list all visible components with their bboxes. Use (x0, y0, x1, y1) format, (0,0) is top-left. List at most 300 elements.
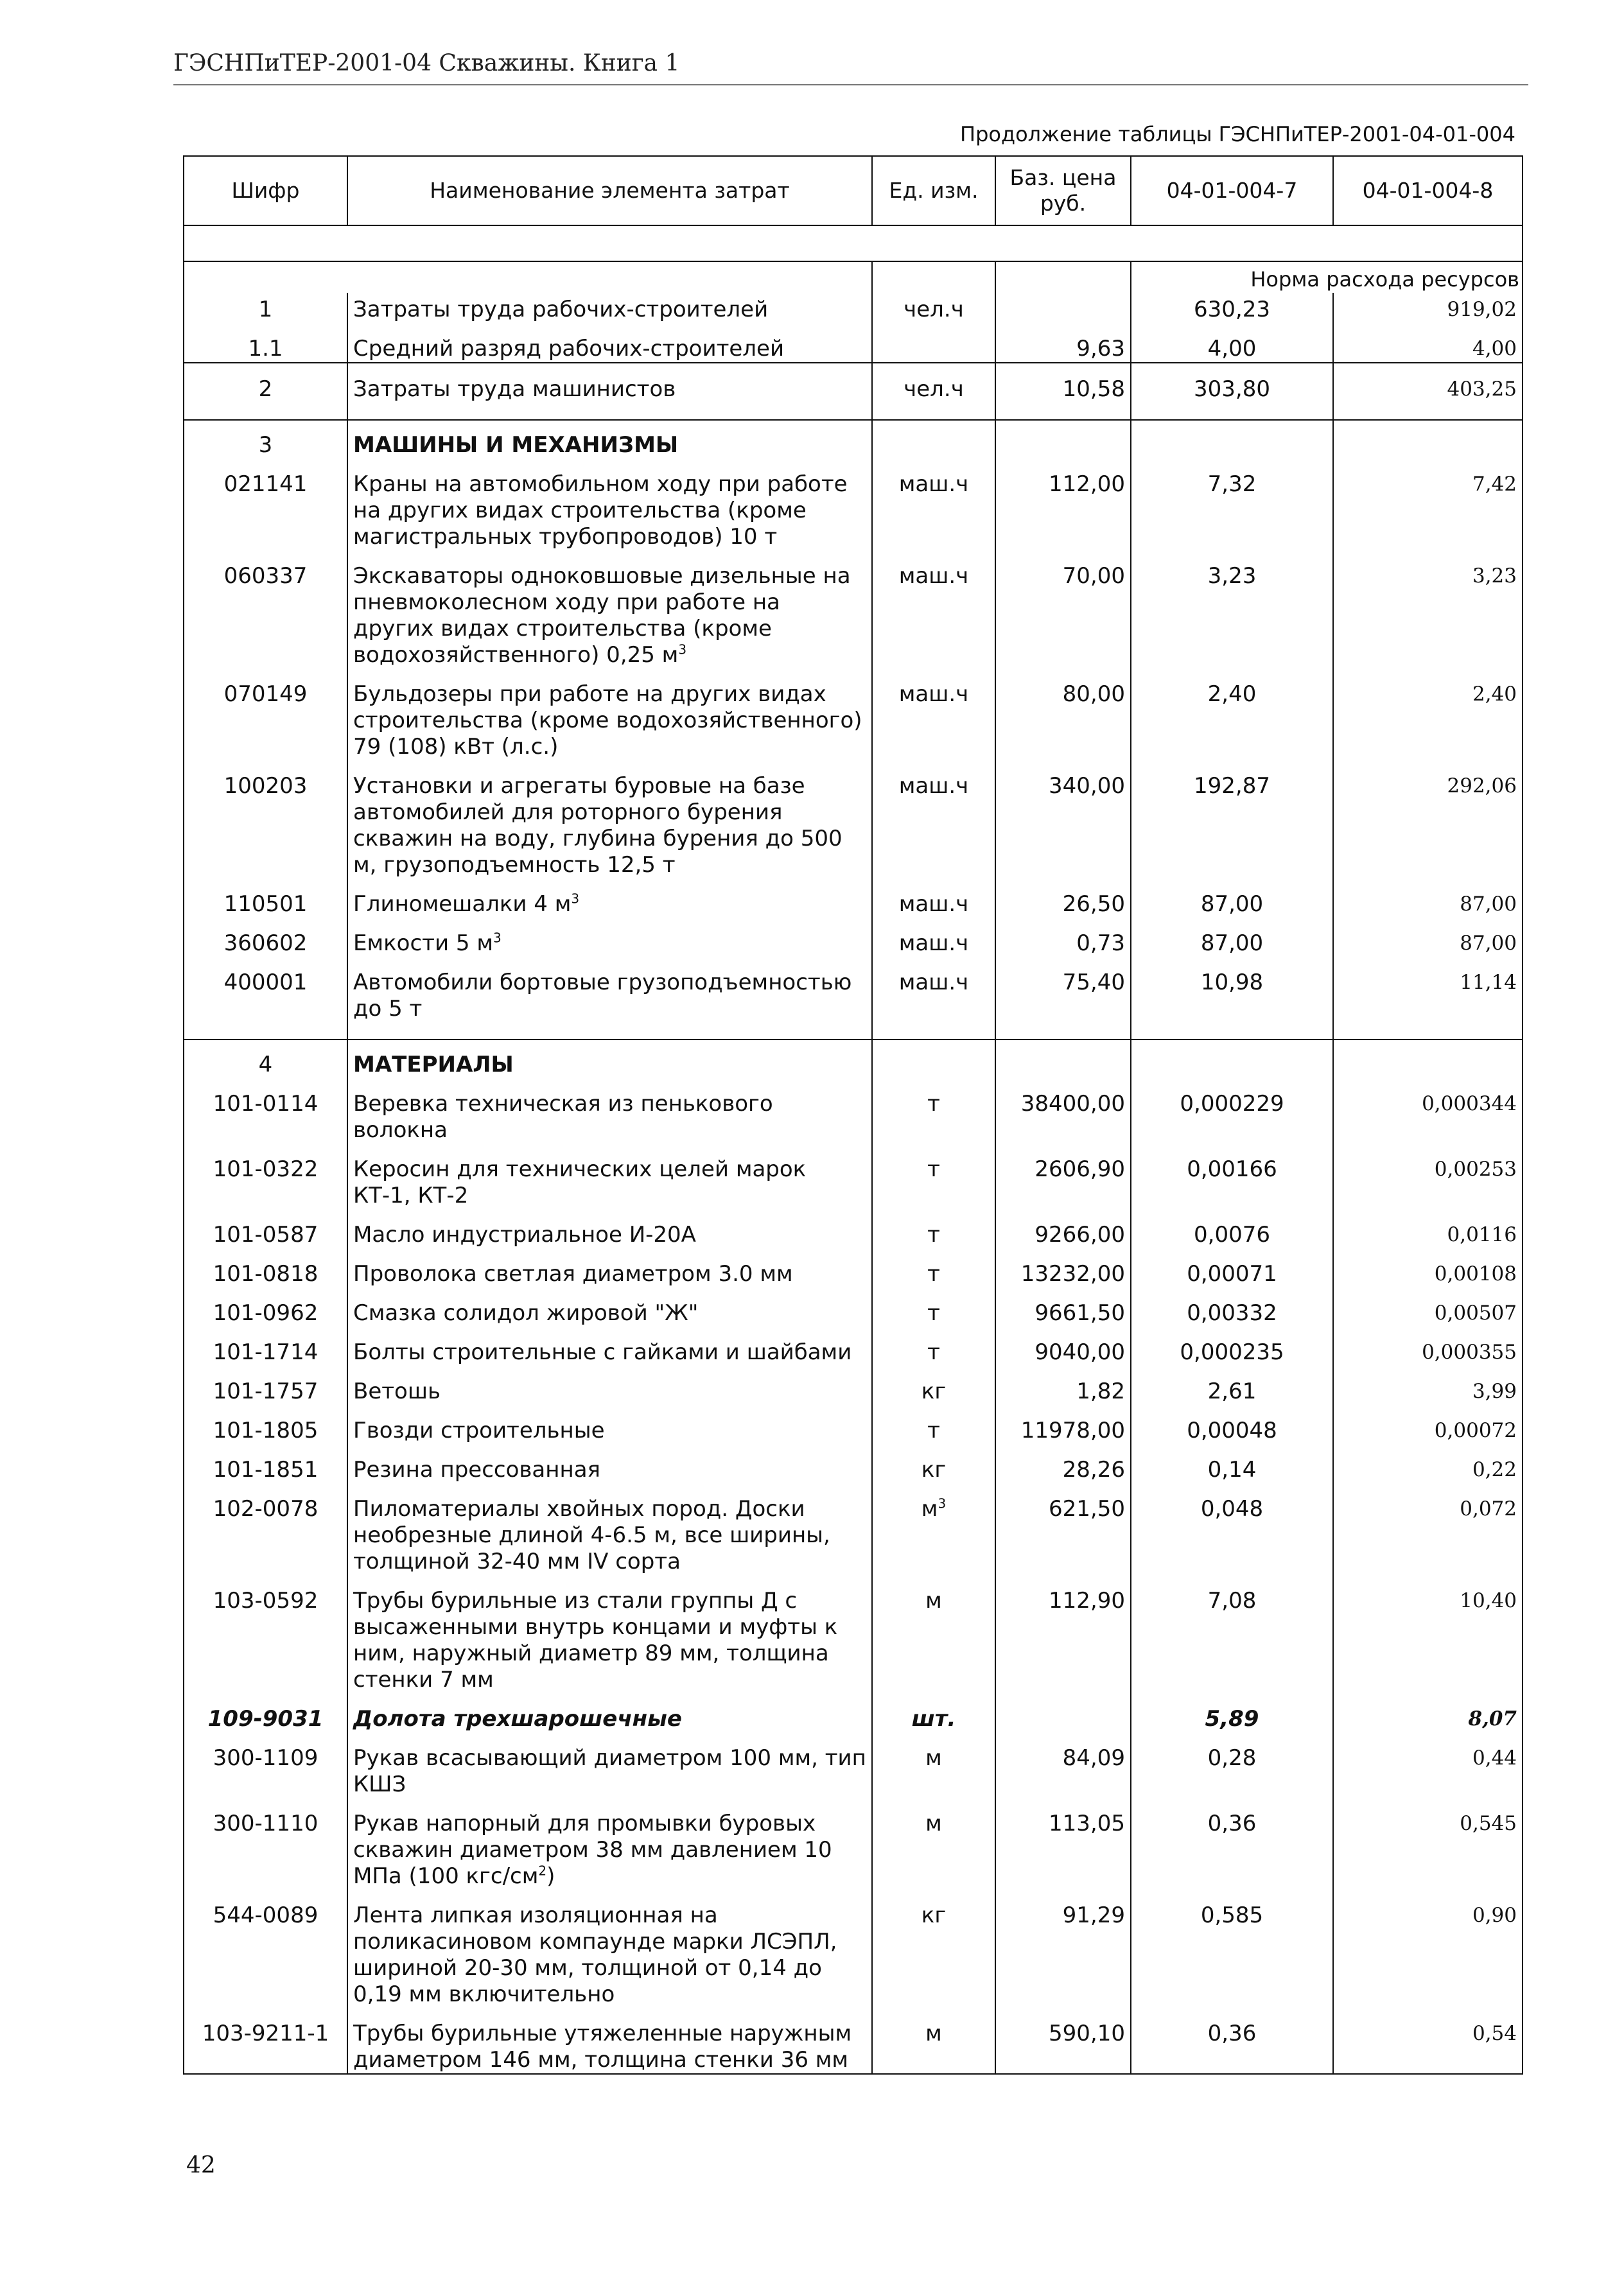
cell-unit (872, 1287, 995, 1327)
cell-unit (872, 2008, 995, 2074)
cell-norm-8-text: 3,99 (1472, 1380, 1517, 1403)
cell-name (347, 760, 872, 878)
cell-norm-8 (1333, 760, 1523, 878)
cell-code-text: 101-0322 (213, 1156, 319, 1182)
cell-norm-8-text: 0,00108 (1434, 1262, 1517, 1285)
cell-code-text: 300-1110 (213, 1811, 319, 1836)
cell-code (184, 1248, 347, 1287)
col-header-norm-8: 04-01-004-8 (1333, 156, 1523, 225)
cell-code-text: 101-1714 (213, 1339, 319, 1365)
cell-base-price (995, 550, 1131, 668)
cell-base-price-text: 590,10 (1049, 2021, 1125, 2046)
cell-norm-8-text: 0,00072 (1434, 1419, 1517, 1442)
superscript: 3 (493, 930, 502, 946)
table-row (184, 1732, 1523, 1798)
cell-code-text: 109-9031 (207, 1706, 324, 1732)
cell-code (184, 760, 347, 878)
cell-name-text: Рукав напорный для промывки буровых скважин диаметром 38 мм давлением 10 МПа (100 кгс/см (353, 1811, 832, 1889)
cell-base-price-text: 10,58 (1062, 376, 1125, 402)
cell-name-text: Трубы бурильные из стали группы Д с высаженными внутрь концами и муфты к ним, наружный диаметр 89 мм, толщина стенки 7 мм (353, 1588, 838, 1693)
section-heading-row (184, 1040, 1523, 1078)
cell-name (347, 1732, 872, 1798)
cell-name-text: Средний разряд рабочих-строителей (353, 336, 785, 361)
cell-norm-8 (1333, 363, 1523, 420)
cell-norm-7 (1131, 1483, 1333, 1575)
cell-name-text: Ветошь (353, 1379, 441, 1404)
cell-norm-8 (1333, 1890, 1523, 2008)
cell-norm-7 (1131, 2008, 1333, 2074)
cell-base-price (995, 1575, 1131, 1693)
cell-norm-8 (1333, 1078, 1523, 1144)
cell-norm-8 (1333, 878, 1523, 918)
cell-base-price (995, 2008, 1131, 2074)
cell-norm-7-text: 0,36 (1207, 2021, 1257, 2046)
cell-norm-7-text: 0,00166 (1187, 1156, 1277, 1182)
cell-unit (872, 1483, 995, 1575)
cell-norm-7 (1131, 1444, 1333, 1483)
cell-unit-text: маш.ч (898, 563, 969, 589)
cell-norm-8 (1333, 1693, 1523, 1732)
cell-norm-8-text: 10,40 (1460, 1589, 1517, 1612)
cell-name (347, 550, 872, 668)
cell-base-price (995, 1040, 1131, 1078)
resource-norm-table (183, 155, 1523, 2075)
cell-unit-text: м (925, 1745, 942, 1771)
cell-norm-7-text: 7,08 (1207, 1588, 1257, 1614)
cell-norm-8-text: 0,000355 (1422, 1341, 1517, 1364)
cell-code-text: 2 (258, 376, 273, 402)
cell-code-text: 3 (258, 432, 273, 458)
cell-base-price (995, 323, 1131, 363)
cell-norm-7 (1131, 1890, 1333, 2008)
cell-base-price (995, 760, 1131, 878)
cell-norm-8 (1333, 668, 1523, 760)
cell-norm-8-text: 0,00507 (1434, 1302, 1517, 1325)
cell-norm-8 (1333, 1444, 1523, 1483)
cell-norm-8 (1333, 1483, 1523, 1575)
cell-name (347, 1209, 872, 1248)
cell-code-text: 1.1 (248, 336, 283, 361)
cell-norm-8 (1333, 957, 1523, 1040)
cell-norm-7 (1131, 1040, 1333, 1078)
cell-norm-8-text: 0,072 (1460, 1497, 1517, 1520)
cell-norm-7 (1131, 363, 1333, 420)
cell-name (347, 1327, 872, 1366)
cell-code-text: 101-0587 (213, 1222, 319, 1248)
cell-code-text: 101-0962 (213, 1300, 319, 1326)
cell-norm-7-text: 0,28 (1207, 1745, 1257, 1771)
table-row (184, 878, 1523, 918)
cell-base-price-text: 0,73 (1076, 930, 1125, 956)
cell-name-text: Рукав всасывающий диаметром 100 мм, тип КШЗ (353, 1745, 866, 1797)
cell-code (184, 1144, 347, 1209)
cell-unit-text: м (925, 2021, 942, 2046)
cell-code (184, 458, 347, 550)
cell-norm-7 (1131, 1209, 1333, 1248)
cell-unit (872, 323, 995, 363)
cell-base-price (995, 1444, 1131, 1483)
cell-norm-8 (1333, 1248, 1523, 1287)
cell-name (347, 1144, 872, 1209)
cell-unit (872, 1366, 995, 1405)
cell-norm-8-text: 403,25 (1447, 378, 1517, 401)
name-tail: ) (546, 1863, 555, 1889)
table-row (184, 1287, 1523, 1327)
cell-name-text: Долота трехшарошечные (353, 1706, 682, 1732)
cell-norm-8-text: 292,06 (1447, 774, 1517, 797)
table-row (184, 1890, 1523, 2008)
cell-code-text: 070149 (223, 681, 308, 707)
cell-unit-text: маш.ч (898, 930, 969, 956)
cell-base-price (995, 1248, 1131, 1287)
cell-unit (872, 1444, 995, 1483)
cell-code (184, 1209, 347, 1248)
cell-norm-7-text: 5,89 (1205, 1706, 1259, 1732)
cell-name-text: Трубы бурильные утяжеленные наружным диаметром 146 мм, толщина стенки 36 мм (353, 2021, 852, 2073)
cell-base-price-text: 13232,00 (1020, 1261, 1125, 1287)
col-header-name: Наименование элемента затрат (347, 156, 872, 225)
cell-unit-text: т (927, 1091, 940, 1117)
header-gap-row (184, 225, 1523, 261)
cell-norm-7 (1131, 420, 1333, 458)
table-row (184, 1144, 1523, 1209)
cell-name (347, 293, 872, 323)
cell-code (184, 420, 347, 458)
cell-code (184, 1732, 347, 1798)
cell-norm-7 (1131, 1287, 1333, 1327)
column-header-row (184, 156, 1523, 225)
cell-name-text: МАТЕРИАЛЫ (353, 1052, 514, 1077)
running-head: ГЭСНПиТЕР-2001-04 Скважины. Книга 1 (173, 50, 680, 76)
cell-norm-7 (1131, 1575, 1333, 1693)
norm-caption-row (184, 261, 1523, 293)
cell-unit-text: чел.ч (904, 376, 964, 402)
cell-base-price (995, 1405, 1131, 1444)
cell-unit (872, 293, 995, 323)
table-row (184, 550, 1523, 668)
cell-code (184, 957, 347, 1040)
cell-unit-text: маш.ч (898, 681, 969, 707)
cell-code-text: 100203 (223, 773, 308, 799)
cell-norm-7-text: 0,585 (1200, 1903, 1264, 1928)
cell-norm-8 (1333, 1040, 1523, 1078)
table-row (184, 760, 1523, 878)
cell-name (347, 1078, 872, 1144)
cell-norm-8-text: 2,40 (1472, 683, 1517, 706)
cell-norm-8-text: 0,90 (1472, 1904, 1517, 1927)
cell-base-price (995, 1078, 1131, 1144)
cell-name (347, 363, 872, 420)
cell-base-price-text: 70,00 (1062, 563, 1125, 589)
cell-norm-7-text: 0,000235 (1180, 1339, 1284, 1365)
cell-norm-8-text: 87,00 (1460, 893, 1517, 916)
cell-norm-7 (1131, 760, 1333, 878)
cell-code-text: 360602 (223, 930, 308, 956)
table-row (184, 1444, 1523, 1483)
cell-norm-7 (1131, 668, 1333, 760)
cell-norm-7-text: 0,0076 (1194, 1222, 1270, 1248)
cell-norm-7-text: 0,14 (1207, 1457, 1257, 1483)
cell-base-price-text: 9040,00 (1035, 1339, 1125, 1365)
cell-unit-text: маш.ч (898, 970, 969, 995)
cell-name-text: Резина прессованная (353, 1457, 601, 1483)
cell-name-text: Затраты труда машинистов (353, 376, 676, 402)
cell-base-price-text: 113,05 (1049, 1811, 1125, 1836)
cell-name (347, 957, 872, 1040)
cell-norm-8 (1333, 1405, 1523, 1444)
cell-name-text: Затраты труда рабочих-строителей (353, 297, 769, 322)
cell-code-text: 4 (258, 1052, 273, 1077)
table-row (184, 1693, 1523, 1732)
cell-code-text: 300-1109 (213, 1745, 319, 1771)
cell-name (347, 1890, 872, 2008)
cell-base-price-text: 2606,90 (1035, 1156, 1125, 1182)
cell-norm-7-text: 0,048 (1200, 1496, 1264, 1522)
table-row (184, 957, 1523, 1040)
cell-base-price (995, 293, 1131, 323)
cell-unit-text: кг (921, 1903, 947, 1928)
table-row (184, 2008, 1523, 2074)
cell-code-text: 1 (258, 297, 273, 322)
superscript: 3 (571, 891, 580, 907)
cell-norm-8-text: 7,42 (1472, 473, 1517, 496)
table-row (184, 918, 1523, 957)
cell-unit-text: шт. (911, 1706, 956, 1732)
cell-unit-text: т (927, 1339, 940, 1365)
table-row (184, 458, 1523, 550)
page-number: 42 (186, 2152, 216, 2179)
cell-norm-7 (1131, 1327, 1333, 1366)
cell-code (184, 293, 347, 323)
cell-name (347, 2008, 872, 2074)
cell-name (347, 1693, 872, 1732)
cell-norm-8 (1333, 1327, 1523, 1366)
cell-base-price (995, 957, 1131, 1040)
cell-code (184, 1078, 347, 1144)
cell-norm-7-text: 4,00 (1207, 336, 1257, 361)
cell-name-text: Емкости 5 м (353, 930, 493, 956)
cell-norm-8-text: 0,00253 (1434, 1158, 1517, 1181)
cell-base-price (995, 1144, 1131, 1209)
cell-name (347, 918, 872, 957)
cell-code-text: 101-1805 (213, 1418, 319, 1443)
cell-norm-8-text: 8,07 (1468, 1707, 1517, 1730)
cell-unit-text: маш.ч (898, 773, 969, 799)
cell-norm-7-text: 87,00 (1200, 891, 1264, 917)
table-row (184, 1209, 1523, 1248)
cell-name-text: Автомобили бортовые грузоподъемностью до 5 т (353, 970, 852, 1022)
table-row (184, 1483, 1523, 1575)
cell-base-price-text: 28,26 (1062, 1457, 1125, 1483)
cell-norm-7-text: 2,61 (1207, 1379, 1257, 1404)
cell-base-price (995, 1732, 1131, 1798)
cell-code (184, 1798, 347, 1890)
cell-unit (872, 918, 995, 957)
cell-norm-7 (1131, 458, 1333, 550)
cell-base-price (995, 1890, 1131, 2008)
cell-norm-8-text: 0,22 (1472, 1458, 1517, 1481)
cell-name-text: Масло индустриальное И-20А (353, 1222, 696, 1248)
cell-code (184, 1040, 347, 1078)
cell-norm-7 (1131, 1798, 1333, 1890)
cell-code-text: 101-1851 (213, 1457, 319, 1483)
cell-code-text: 102-0078 (213, 1496, 319, 1522)
cell-unit-text: м (925, 1811, 942, 1836)
cell-code-text: 400001 (223, 970, 308, 995)
cell-code (184, 1405, 347, 1444)
cell-norm-8-text: 3,23 (1472, 564, 1517, 588)
cell-norm-7 (1131, 878, 1333, 918)
cell-name (347, 458, 872, 550)
cell-name-text: Смазка солидол жировой "Ж" (353, 1300, 699, 1326)
col-header-price: Баз. цена руб. (995, 156, 1131, 225)
cell-norm-7-text: 192,87 (1194, 773, 1270, 799)
cell-base-price (995, 668, 1131, 760)
cell-unit (872, 1248, 995, 1287)
cell-norm-8 (1333, 1287, 1523, 1327)
cell-name (347, 1040, 872, 1078)
cell-name-text: Краны на автомобильном ходу при работе на других видах строительства (кроме магистральных трубопроводов) 10 т (353, 471, 848, 550)
cell-name (347, 1248, 872, 1287)
cell-base-price-text: 80,00 (1062, 681, 1125, 707)
table-row (184, 1366, 1523, 1405)
cell-norm-7-text: 303,80 (1194, 376, 1270, 402)
cell-norm-7 (1131, 323, 1333, 363)
section-heading-row (184, 420, 1523, 458)
cell-norm-8-text: 0,000344 (1422, 1092, 1517, 1115)
cell-unit (872, 1040, 995, 1078)
cell-unit (872, 1209, 995, 1248)
cell-name (347, 1575, 872, 1693)
cell-unit (872, 1405, 995, 1444)
cell-norm-8 (1333, 420, 1523, 458)
cell-norm-8 (1333, 1575, 1523, 1693)
cell-name-text: Бульдозеры при работе на других видах строительства (кроме водохозяйственного) 79 (108) кВт (л.с.) (353, 681, 862, 760)
cell-base-price-text: 112,90 (1049, 1588, 1125, 1614)
cell-base-price (995, 1287, 1131, 1327)
cell-norm-7-text: 2,40 (1207, 681, 1257, 707)
cell-unit-text: маш.ч (898, 471, 969, 497)
cell-unit-text: т (927, 1300, 940, 1326)
cell-code (184, 918, 347, 957)
cell-norm-7 (1131, 1693, 1333, 1732)
cell-norm-7-text: 0,000229 (1180, 1091, 1284, 1117)
table-row (184, 1327, 1523, 1366)
cell-unit (872, 458, 995, 550)
superscript: 3 (678, 641, 687, 658)
cell-name-text: Проволока светлая диаметром 3.0 мм (353, 1261, 793, 1287)
cell-base-price-text: 38400,00 (1020, 1091, 1125, 1117)
cell-code (184, 668, 347, 760)
cell-norm-7-text: 630,23 (1194, 297, 1270, 322)
cell-code-text: 544-0089 (213, 1903, 319, 1928)
cell-base-price-text: 9266,00 (1035, 1222, 1125, 1248)
cell-base-price-text: 621,50 (1049, 1496, 1125, 1522)
table-row (184, 1575, 1523, 1693)
cell-code (184, 1444, 347, 1483)
cell-base-price-text: 9,63 (1076, 336, 1125, 361)
cell-base-price-text: 75,40 (1062, 970, 1125, 995)
cell-name (347, 1287, 872, 1327)
cell-norm-8-text: 0,0116 (1447, 1223, 1517, 1246)
cell-base-price (995, 918, 1131, 957)
cell-norm-8 (1333, 293, 1523, 323)
table-row (184, 323, 1523, 363)
cell-code (184, 550, 347, 668)
cell-name (347, 420, 872, 458)
cell-norm-8 (1333, 1209, 1523, 1248)
cell-norm-8-text: 0,44 (1472, 1746, 1517, 1770)
cell-name (347, 1798, 872, 1890)
cell-unit (872, 1144, 995, 1209)
cell-unit-text: чел.ч (904, 297, 964, 322)
cell-unit-text: кг (921, 1457, 947, 1483)
cell-base-price-text: 26,50 (1062, 891, 1125, 917)
table-row (184, 1248, 1523, 1287)
cell-code (184, 878, 347, 918)
cell-base-price-text: 112,00 (1049, 471, 1125, 497)
cell-unit-text: м (925, 1588, 942, 1614)
cell-code (184, 1366, 347, 1405)
cell-unit (872, 1575, 995, 1693)
cell-unit (872, 1798, 995, 1890)
table-row (184, 363, 1523, 420)
cell-code-text: 101-0114 (213, 1091, 319, 1117)
cell-base-price (995, 363, 1131, 420)
cell-norm-7 (1131, 1248, 1333, 1287)
cell-norm-7 (1131, 1366, 1333, 1405)
cell-norm-8-text: 11,14 (1460, 971, 1517, 994)
cell-unit (872, 760, 995, 878)
cell-unit-text: т (927, 1156, 940, 1182)
cell-unit-text: кг (921, 1379, 947, 1404)
cell-base-price (995, 1327, 1131, 1366)
cell-code (184, 363, 347, 420)
cell-name-text: Керосин для технических целей марок КТ-1, КТ-2 (353, 1156, 807, 1208)
cell-name-text: Гвозди строительные (353, 1418, 605, 1443)
cell-base-price (995, 1693, 1131, 1732)
cell-base-price-text: 9661,50 (1035, 1300, 1125, 1326)
table-row (184, 1405, 1523, 1444)
cell-base-price (995, 458, 1131, 550)
cell-base-price-text: 91,29 (1062, 1903, 1125, 1928)
cell-base-price (995, 420, 1131, 458)
cell-unit (872, 363, 995, 420)
cell-unit-text: м (921, 1496, 938, 1522)
cell-code-text: 101-0818 (213, 1261, 319, 1287)
cell-norm-7 (1131, 957, 1333, 1040)
cell-norm-8 (1333, 2008, 1523, 2074)
cell-norm-8 (1333, 1144, 1523, 1209)
cell-unit (872, 878, 995, 918)
cell-code-text: 103-9211-1 (202, 2021, 329, 2046)
cell-base-price-text: 340,00 (1049, 773, 1125, 799)
table-row (184, 293, 1523, 323)
cell-name (347, 1483, 872, 1575)
table-continuation-caption: Продолжение таблицы ГЭСНПиТЕР-2001-04-01-004 (960, 122, 1515, 146)
cell-name (347, 1444, 872, 1483)
cell-norm-8-text: 4,00 (1472, 337, 1517, 360)
col-header-norm-7: 04-01-004-7 (1131, 156, 1333, 225)
norm-caption: Норма расхода ресурсов (1131, 261, 1523, 293)
cell-code (184, 1287, 347, 1327)
cell-norm-8-text: 0,54 (1472, 2022, 1517, 2045)
cell-name-text: Лента липкая изоляционная на поликасиновом компаунде марки ЛСЭПЛ, шириной 20-30 мм, толщиной от 0,14 до 0,19 мм включительно (353, 1903, 837, 2007)
cell-name-text: Установки и агрегаты буровые на базе автомобилей для роторного бурения скважин на воду, глубина бурения до 500 м, грузоподъемность 12,5 т (353, 773, 843, 878)
col-header-code: Шифр (184, 156, 347, 225)
cell-norm-8-text: 87,00 (1460, 932, 1517, 955)
cell-unit (872, 957, 995, 1040)
